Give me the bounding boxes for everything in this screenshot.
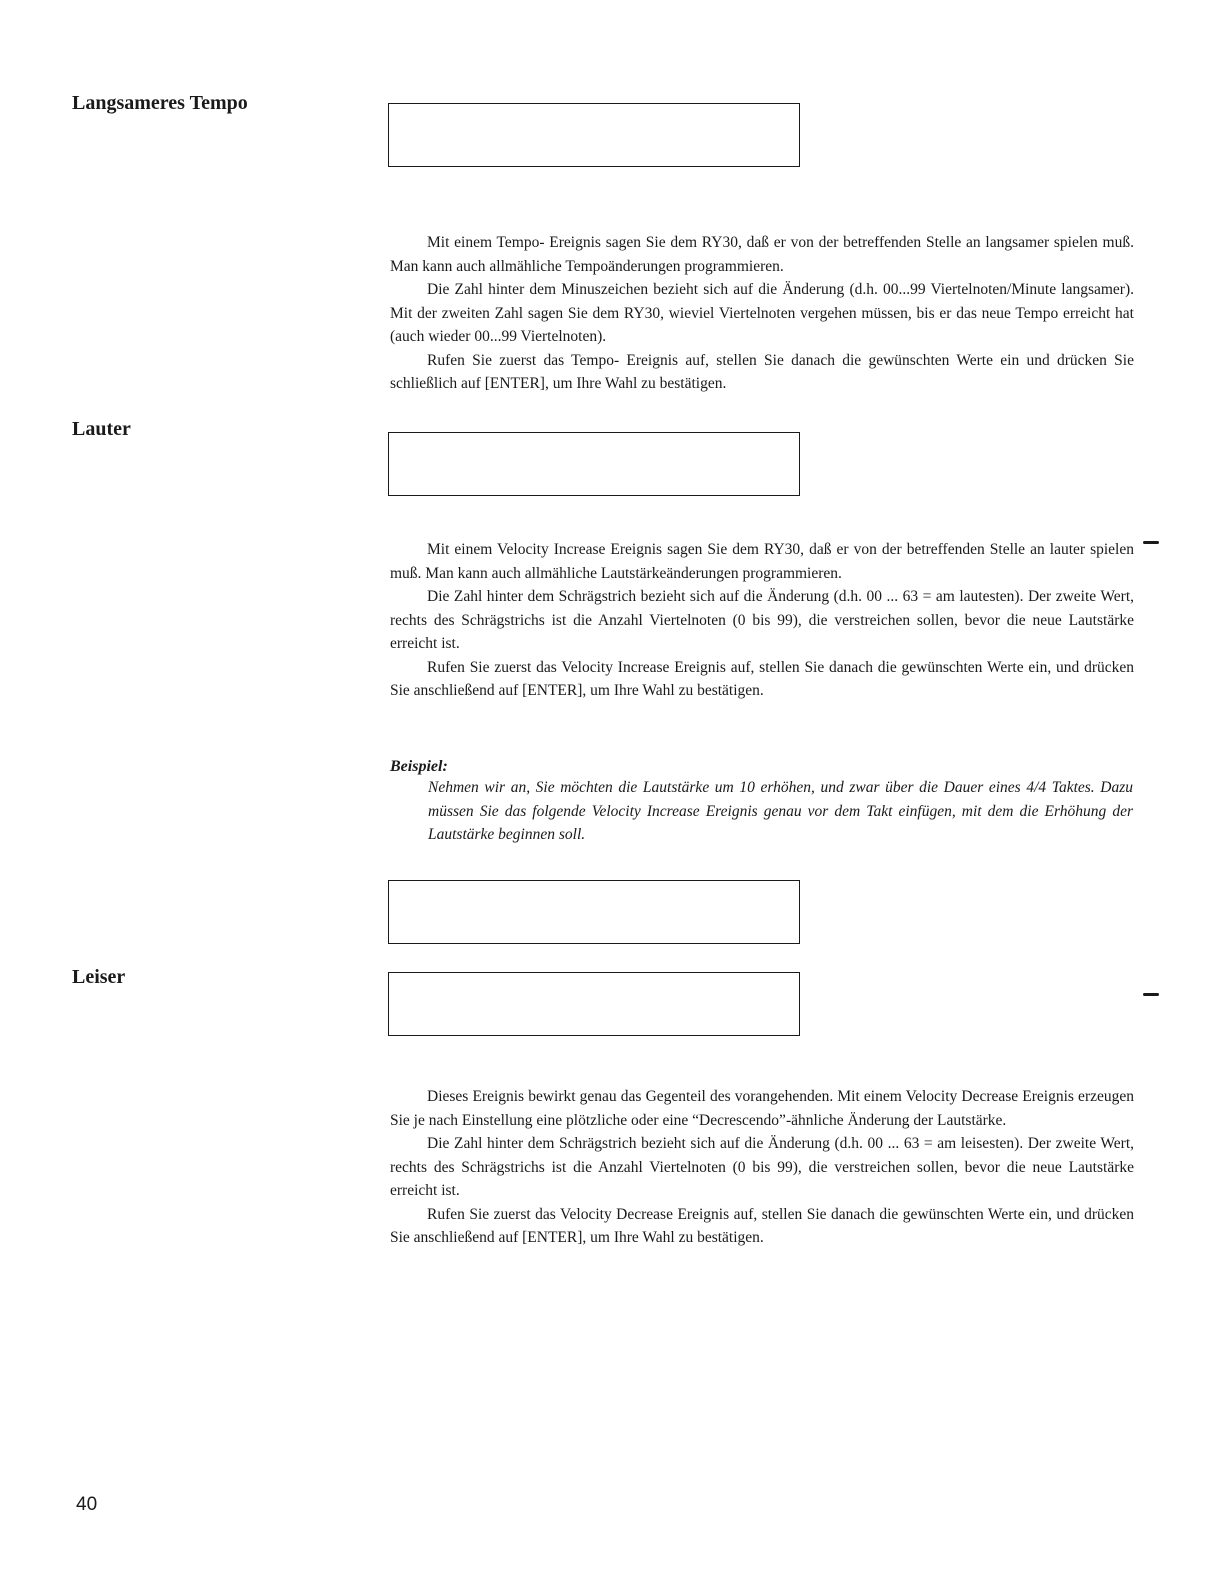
- page-number: 40: [76, 1494, 98, 1515]
- lcd-line-1: [401, 495, 799, 496]
- lcd-display-tempo: [388, 103, 800, 167]
- lcd-line-1: [401, 943, 799, 944]
- section-heading-softer: Leiser: [72, 966, 126, 988]
- paragraph: Mit einem Tempo- Ereignis sagen Sie dem RY30, daß er von der betreffenden Stelle an langsamer spielen muß. Man kann auch allmähliche Tempoänderungen programmieren.: [390, 234, 1134, 275]
- margin-change-bar: [1143, 541, 1159, 544]
- lcd-line-1: [401, 166, 799, 167]
- lcd-line-1: [401, 1035, 799, 1036]
- section-heading-tempo: Langsameres Tempo: [72, 92, 248, 114]
- lcd-display-veloc-minus: [388, 972, 800, 1036]
- paragraph: Die Zahl hinter dem Minuszeichen bezieht sich auf die Änderung (d.h. 00...99 Viertelnoten/Minute langsamer). Mit der zweiten Zahl sagen Sie dem RY30, wieviel Viertelnoten vergehen müssen, bis er das neue Tempo erreicht hat (auch wieder 00...99 Viertelnoten).: [390, 281, 1134, 345]
- paragraph: Rufen Sie zuerst das Velocity Increase Ereignis auf, stellen Sie danach die gewünschten Werte ein, und drücken Sie anschließend auf [ENTER], um Ihre Wahl zu bestätigen.: [390, 658, 1134, 699]
- example-text: Nehmen wir an, Sie möchten die Lautstärke um 10 erhöhen, und zwar über die Dauer eines 4/4 Taktes. Dazu müssen Sie das folgende Velocity Increase Ereignis genau vor dem Takt einfügen, mit dem die Erhöhung der Lautstärke beginnen soll.: [428, 779, 1133, 843]
- margin-change-bar: [1143, 993, 1159, 996]
- lcd-display-example: [388, 880, 800, 944]
- section-heading-louder: Lauter: [72, 418, 131, 440]
- paragraph: Rufen Sie zuerst das Tempo- Ereignis auf, stellen Sie danach die gewünschten Werte ein und drücken Sie schließlich auf [ENTER], um Ihre Wahl zu bestätigen.: [390, 351, 1134, 392]
- paragraph: Rufen Sie zuerst das Velocity Decrease Ereignis auf, stellen Sie danach die gewünschten Werte ein, und drücken Sie anschließend auf [ENTER], um Ihre Wahl zu bestätigen.: [390, 1205, 1134, 1246]
- paragraph: Die Zahl hinter dem Schrägstrich bezieht sich auf die Änderung (d.h. 00 ... 63 = am lautesten). Der zweite Wert, rechts des Schrägstrichs ist die Anzahl Viertelnoten (0 bis 99), die verstreichen sollen, bevor die neue Lautstärke erreicht ist.: [390, 588, 1134, 652]
- softer-description: [390, 1085, 1134, 1250]
- example-label: Beispiel:: [390, 758, 448, 775]
- paragraph: Dieses Ereignis bewirkt genau das Gegenteil des vorangehenden. Mit einem Velocity Decrease Ereignis erzeugen Sie je nach Einstellung eine plötzliche oder eine “Decrescendo”-ähnliche Änderung der Lautstärke.: [390, 1088, 1134, 1129]
- tempo-description: [390, 231, 1134, 396]
- lcd-display-veloc-plus: [388, 432, 800, 496]
- paragraph: Die Zahl hinter dem Schrägstrich bezieht sich auf die Änderung (d.h. 00 ... 63 = am leisesten). Der zweite Wert, rechts des Schrägstrichs ist die Anzahl Viertelnoten (0 bis 99), die verstreichen sollen, bevor die neue Lautstärke erreicht ist.: [390, 1135, 1134, 1199]
- paragraph: Mit einem Velocity Increase Ereignis sagen Sie dem RY30, daß er von der betreffenden Stelle an lauter spielen muß. Man kann auch allmähliche Lautstärkeänderungen programmieren.: [390, 541, 1134, 582]
- louder-description: [390, 538, 1134, 703]
